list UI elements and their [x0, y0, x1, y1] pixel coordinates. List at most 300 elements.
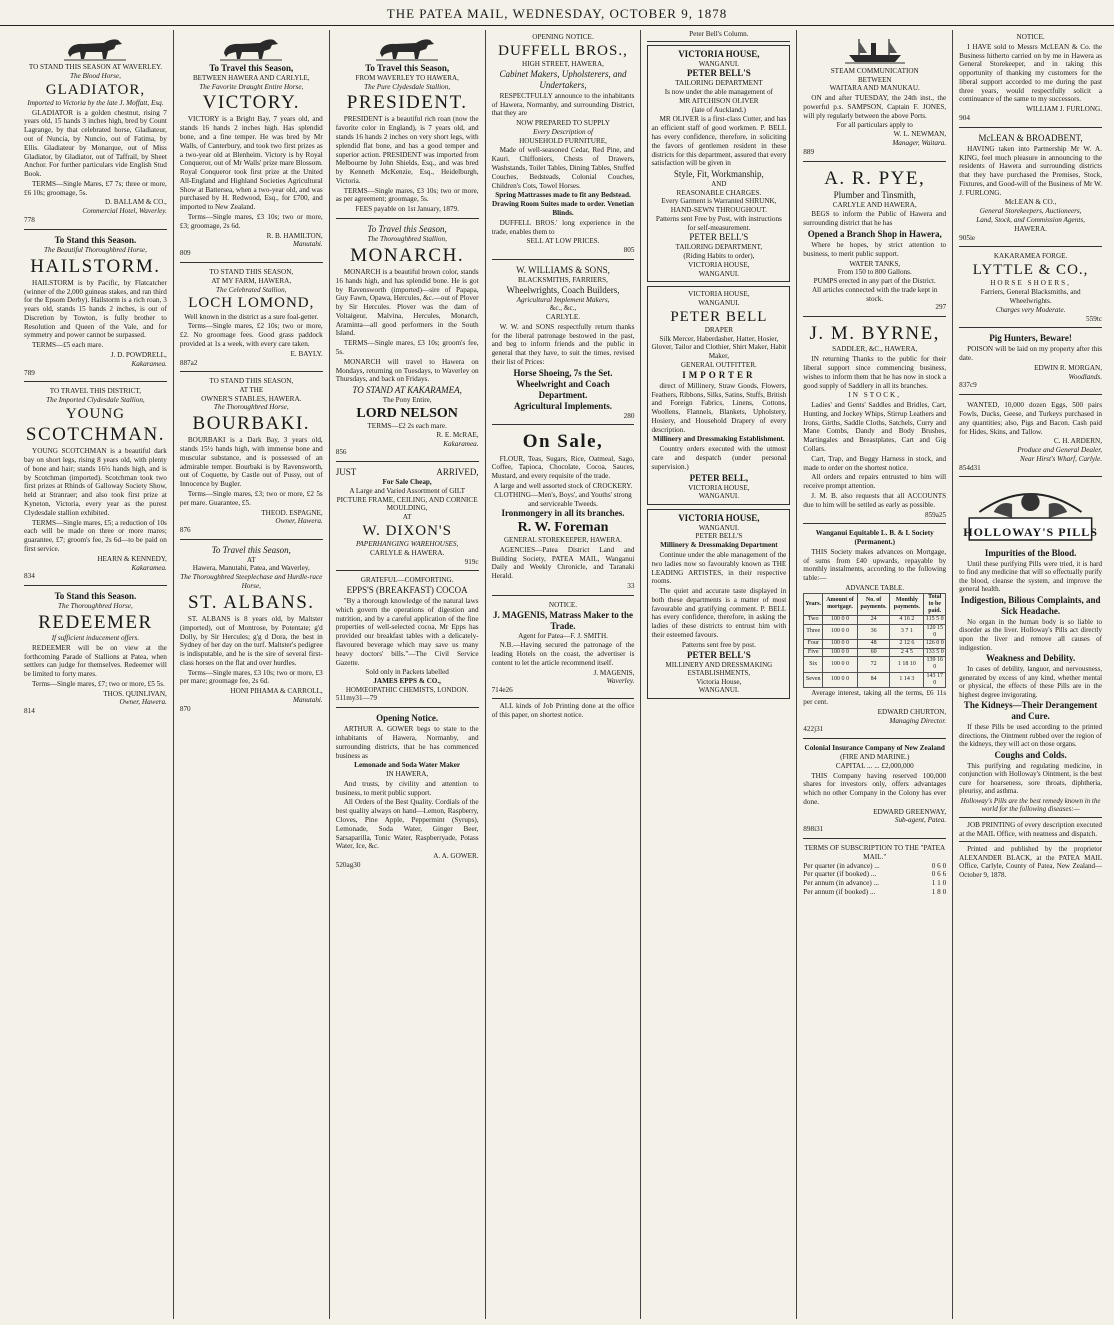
ad-subheading: AND	[711, 180, 727, 189]
table-cell: 100 0 0	[823, 657, 858, 673]
ad-number: 789	[24, 368, 35, 377]
column-6	[797, 30, 953, 1319]
ad-signature-place: Kakaramea.	[131, 563, 167, 572]
ad-number: 889	[803, 147, 815, 156]
business-name: R. W. Foreman	[517, 520, 609, 536]
ad-number: 834	[24, 572, 35, 581]
business-name: VICTORIA HOUSE,	[678, 48, 760, 59]
ad-bourbaki	[180, 374, 323, 540]
ad-heading: On Sale,	[522, 431, 604, 453]
ad-body: MONARCH is a beautiful brown color, stands 16 hands high, and has splendid bone. He is got by Ravensworth (imported)—sire of Papapa, Guy Fawn, Opawa, Hercules, &c.—out of Plover by Sir Hercules. Plover was the dam of Voltaigeur, Malvina, Hercules, Monarch, Araminta—all good performers in the South Island.	[335, 267, 479, 338]
ad-body: ON and after TUESDAY, the 24th inst., the powerful p.s. SAMPSON, Captain F. JONES, will ply regularly between the above Ports.	[803, 94, 947, 120]
table-cell: 60	[857, 648, 890, 656]
table-cell: 48	[857, 640, 890, 648]
ad-body: All Orders of the Best Quality. Cordials of the best quality always on hand—Lemon, Raspberry, Cloves, Pine Apple, Peppermint (Syrups), Lemonade, Soda Water, Ginger Beer, Sarsaparilla, Tonic Water, Raspberryade, Potass Water, Ice, &c.	[335, 798, 479, 851]
ad-signature-place: Sub-agent, Patea.	[894, 816, 947, 825]
ad-heading: NOTICE.	[1016, 33, 1045, 41]
ad-number: 809	[179, 249, 191, 258]
column-title: Peter Bell's Column.	[647, 30, 790, 42]
subscription-terms	[803, 841, 946, 901]
ad-signature: J. MAGENIS,	[593, 668, 635, 677]
ad-kakaramea-forge	[959, 249, 1102, 328]
section-heading: Coughs and Colds.	[994, 749, 1067, 760]
ad-body: PUMPS erected in any part of the District.	[813, 277, 936, 286]
ad-body: Silk Mercer, Haberdasher, Hatter, Hosier, Glover, Tailor and Clothier, Shirt Maker, Habit Maker,	[651, 334, 787, 361]
business-name: LYTTLE & CO.,	[972, 262, 1089, 279]
ad-subheading: PETER BELL'S	[686, 68, 751, 79]
column-7	[953, 30, 1108, 1319]
ad-body: Continue under the able management of the two ladies now so favourably known as THE LEADING ARTISTES, in their respective rooms.	[651, 550, 787, 586]
subscription-price: 0 6 6	[931, 870, 947, 879]
section-body: If these Pills be used according to the printed directions, the Ointment rubbed over the region of the kidneys, they will act on those organs.	[959, 723, 1103, 749]
ad-body: YOUNG SCOTCHMAN is a beautiful dark bay on short legs, rising 8 years old, with plenty of bone and hair; stands 16½ hands high, and is by Scotchman (imported). Scotchman took two first prizes at Rhinds of Galloway Society Show, held at Stranraer; and also took first prize at Kyneton, Victoria, every year as the purest Clydesdale stallion exhibited.	[24, 447, 167, 517]
subscription-row	[803, 870, 946, 879]
ad-subheading: Every Description of	[533, 127, 593, 136]
business-name: PETER BELL,	[689, 472, 749, 483]
ad-signature-place: Woodlands.	[1068, 372, 1103, 381]
ad-terms: Terms—Single mares, £3 10s; two or more, £3; groomage, 2s 6d.	[179, 213, 323, 230]
ad-draper	[647, 286, 790, 505]
section-body: Holloway's Pills are the best remedy known in the world for the following diseases:—	[960, 796, 1101, 814]
table-cell: Three	[804, 624, 823, 640]
ad-subheading: Agent for Patea—F. J. SMITH.	[518, 631, 608, 640]
ad-number: 33	[627, 582, 635, 591]
ad-body: ARTHUR A. GOWER begs to state to the inhabitants of Hawera, Normanby, and surrounding districts, that he has commenced business as	[335, 725, 479, 760]
ad-signature: J. D. POWDRELL,	[110, 350, 167, 359]
business-name: PETER BELL'S	[689, 232, 749, 243]
ad-signature: THEOD. ESPAGNE,	[261, 508, 323, 517]
ad-subheading: The Pony Entire,	[382, 396, 432, 405]
ad-body: Ladies' and Gents' Saddles and Bridles, Cart, Hunting, and Jockey Whips, Stirrup Leathers and Irons, Girths, Saddle Cloths, Satchels, Curry and Mane Combs, Dandy and Body Brushes, Martingales and Breastplates, Cart and Gig Collars.	[803, 401, 947, 454]
table-cell: 84	[857, 672, 890, 688]
subscription-row	[803, 862, 946, 871]
ad-byrne	[803, 319, 946, 524]
ad-body: ST. ALBANS is 8 years old, by Maltster (imported), out of Montrose, by Potentate; g'd Dolly, by Sir Hercules; g'g d Dora, the best in Sydney of her day on the turf. Maltster's pedigree is indisputable, and he is the sire of several first-class horses on the flat and over hurdles.	[179, 614, 323, 667]
ad-president	[336, 30, 479, 219]
ad-subheading: Opened a Branch Shop in Hawera,	[807, 229, 942, 240]
ad-furlong-notice	[959, 30, 1102, 128]
ad-number: 778	[24, 216, 35, 225]
manager-name: MR AITCHISON OLIVER	[679, 96, 759, 105]
ad-signature: R. E. McRAE,	[436, 430, 479, 439]
table-cell: 1 14 3	[890, 672, 924, 688]
ad-signature: W. L. NEWMAN,	[893, 130, 947, 139]
section-heading: The Kidneys—Their Derangement and Cure.	[963, 700, 1098, 722]
ad-signature: E. BAYLY.	[290, 349, 323, 358]
ad-body: J. M. B. also requests that all ACCOUNTS due to him will be settled as early as possible.	[803, 491, 947, 509]
subscription-price: 1 1 0	[931, 879, 947, 888]
table-row	[804, 640, 946, 648]
table-cell: 115 5 0	[924, 616, 946, 624]
ad-subheading: CLOTHING—Men's, Boys', and Youths' strong and serviceable Tweeds.	[494, 490, 632, 508]
ad-heading: To Travel this Season,	[211, 544, 291, 555]
subscription-label: Per annum (if booked) ...	[803, 887, 876, 896]
ad-signature-place: Waverley.	[606, 677, 635, 686]
ad-place: WANGANUI.	[698, 269, 739, 278]
section-body: This purifying and regulating medicine, in conjunction with Holloway's Ointment, is the best cure for hoarseness, sore throats, diphtheria, pleurisy, and asthma.	[959, 761, 1103, 796]
table-cell: 36	[857, 624, 890, 640]
ad-signature: HEARN & KENNEDY,	[97, 554, 167, 563]
ad-wanted	[959, 397, 1102, 477]
maker-name: JAMES EPPS & CO.,	[373, 677, 441, 686]
ad-heading: Wanganui Equitable L. B. & I. Society (Permanent.)	[815, 529, 934, 547]
ad-number: 905ie	[959, 233, 976, 242]
ad-subheading: The Thoroughbred Horse,	[213, 403, 289, 412]
ad-body: W. W. and SONS respectfully return thanks for the liberal patronage bestowed in the past, and beg to inform friends and the public in general that they have, to suit the times, revised their list of Prices:	[491, 322, 635, 367]
ad-heading: To Travel this Season,	[209, 63, 294, 73]
steamship-icon	[845, 35, 905, 65]
business-name: VICTORIA HOUSE,	[688, 290, 750, 299]
ad-signature-place: Owner, Hawera.	[275, 517, 323, 526]
ad-terms: Terms—Single mares, £2 10s; two or more, £2. No groomage fees. Good grass paddock provided at 1s a week, with every care taken.	[179, 322, 323, 348]
ad-subheading: If sufficient inducement offers.	[51, 633, 140, 642]
horse-icon	[372, 35, 442, 61]
ad-subheading: IN HAWERA,	[386, 770, 429, 779]
table-row	[804, 672, 946, 688]
ad-subheading: Imported to Victoria by the late J. Moffatt, Esq.	[27, 98, 164, 107]
table-cell: Five	[804, 648, 823, 656]
table-cell: 139 16 0	[924, 657, 946, 673]
ad-place: HAWERA.	[1014, 224, 1047, 233]
table-cell: 4 16 2	[890, 616, 924, 624]
ad-millinery	[647, 509, 790, 699]
product-name: EPPS'S (BREAKFAST) COCOA	[346, 585, 468, 596]
ad-subheading: Charges very Moderate.	[995, 305, 1066, 314]
ad-subheading: BETWEEN	[858, 75, 892, 84]
ad-dixon	[336, 464, 479, 571]
ad-place: WANGANUI.	[698, 298, 740, 307]
table-row	[804, 624, 946, 640]
ad-terms: TERMS—£2 2s each mare.	[367, 421, 447, 430]
table-cell: 100 0 0	[823, 624, 858, 640]
ad-body: BOURBAKI is a Dark Bay, 3 years old, stands 15½ hands high, with immense bone and muscular substance, and is possessed of an admirable temper. Bourbaki is by Ravensworth, out of Coquette, by Castle out of Pussy, out of Innocence by Bugler.	[179, 436, 323, 489]
ad-body: Where he hopes, by strict attention to business, to merit public support.	[803, 241, 947, 258]
divider	[492, 698, 635, 699]
ad-signature: R. B. HAMILTON,	[266, 231, 323, 240]
ad-terms: Terms—Single mares, £7; two or more, £5 5s.	[32, 679, 165, 688]
ad-subheading: AT MY FARM, HAWERA,	[211, 276, 292, 285]
ad-subheading: From 150 to 800 Gallons.	[837, 268, 912, 277]
ad-subheading: The Imported Clydesdale Stallion,	[46, 396, 145, 405]
ad-subheading: HORSE SHOERS,	[990, 279, 1071, 288]
ad-subheading: Cabinet Makers, Upholsterers, and Undertakers,	[499, 68, 627, 90]
ad-signature: EDWIN R. MORGAN,	[1034, 363, 1103, 372]
table-cell: 120 15 0	[924, 624, 946, 640]
ad-subheading: BETWEEN HAWERA AND CARLYLE,	[193, 73, 310, 82]
ad-number: 559tc	[1086, 314, 1103, 323]
ad-number: 511my31—79	[335, 694, 377, 703]
section-heading: Impurities of the Blood.	[984, 547, 1077, 558]
ad-subheading: Farriers, General Blacksmiths, and Wheelwrights.	[980, 288, 1081, 306]
ad-body: Is now under the able management of	[664, 88, 773, 97]
ad-body: HAILSTORM is by Pacific, by Flatcatcher (winner of the 2,000 guineas stakes, and ran third for the Epsom Derby). Hailstorm is a rich roan, 3 years old, stands 15 hands 2 inches, is out of Discretion by Towton, is fully brother to Resolution and Queen of the Vale, and for symmetry and power cannot be surpassed.	[24, 278, 167, 340]
ad-number: 805	[623, 246, 635, 255]
ad-heading: Opening Notice.	[376, 713, 439, 724]
ad-heading: To Travel this Season,	[367, 224, 447, 235]
ad-heading-right: ARRIVED,	[436, 467, 479, 478]
table-cell: 2 12 6	[890, 640, 924, 648]
ad-subheading: Agricultural Implement Makers,	[516, 295, 610, 304]
table-cell: 100 0 0	[823, 648, 858, 656]
ad-subheading: The Thoroughbred Steeplechase and Hurdle-race Horse,	[180, 573, 323, 590]
ad-epps-cocoa	[336, 573, 479, 708]
horse-icon	[216, 35, 286, 61]
ad-subheading: Ironmongery in all its branches.	[501, 508, 625, 519]
ad-number: 854d31	[959, 463, 981, 472]
ad-subheading: TAILORING DEPARTMENT,	[675, 243, 763, 252]
ad-subheading: HIGH STREET, HAWERA,	[522, 60, 604, 69]
ad-terms: TERMS—Single mares, £3 10s; groom's fee, 5s.	[335, 339, 479, 356]
horse-name: SCOTCHMAN.	[25, 424, 165, 446]
business-name: A. R. PYE,	[824, 167, 926, 189]
ad-monarch	[336, 221, 479, 462]
ad-number: 919c	[464, 557, 479, 566]
ad-body: The quiet and accurate taste displayed in both these departments is a matter of most favourable and gratifying comment. P. BELL has every confidence, therefore, in asking the ladies of these districts to entrust him with their esteemed favours.	[651, 587, 787, 639]
ad-number: 898i31	[803, 825, 824, 834]
manager-note: (late of Auckland.)	[691, 105, 746, 114]
section-heading: Weakness and Debility.	[985, 653, 1076, 664]
ad-signature-place: Commercial Hotel, Waverley.	[82, 207, 167, 216]
horse-name: MONARCH.	[350, 244, 465, 266]
horse-name: REDEEMER	[38, 611, 153, 633]
product-banner: HOLLOWAY'S PILLS	[963, 525, 1098, 540]
table-cell: Six	[804, 657, 823, 673]
masthead: THE PATEA MAIL, WEDNESDAY, OCTOBER 9, 1878	[0, 6, 1114, 26]
ad-subheading: DRAPER	[704, 325, 734, 334]
horse-icon	[60, 35, 130, 61]
ad-st-albans	[180, 542, 323, 718]
ad-signature: A. A. GOWER.	[433, 852, 479, 861]
ad-subheading: FROM WAVERLEY TO HAWERA,	[355, 73, 459, 82]
ad-body: BEGS to inform the Public of Hawera and surrounding district that he has	[803, 210, 947, 228]
ad-heading: KAKARAMEA FORGE.	[993, 252, 1068, 261]
ad-heading: TO TRAVEL THIS DISTRICT,	[49, 387, 142, 396]
ad-victory	[180, 30, 323, 263]
ad-heading: TO STAND AT KAKARAMEA,	[352, 385, 462, 396]
ad-subheading: The Blood Horse,	[69, 71, 121, 80]
ad-subheading: The Thoroughbred Horse,	[58, 602, 133, 611]
ad-subheading: Style, Fit, Workmanship,	[673, 169, 764, 180]
ad-signature-place: Manutahi.	[292, 695, 323, 704]
ad-pye	[803, 164, 946, 318]
ad-body: I HAVE sold to Messrs McLEAN & Co. the Business hitherto carried on by me in Hawera as General Storekeeper, and in taking this opportunity of thanking my customers for the liberal support accorded to me during the past three years, would respectfully solicit a continuance of the same to my successors.	[959, 42, 1103, 104]
ad-heading: Colonial Insurance Company of New Zealand	[804, 744, 945, 753]
ad-body: HAVING taken into Partnership Mr W. A. KING, feel much pleasure in announcing to the residents of Hawera and surrounding districts that they have purchased the Premises, Stock, Fixtures, and Good-will of the Business of Mr W. J. FURLONG.	[959, 144, 1103, 197]
table-cell: 143 17 0	[924, 672, 946, 688]
ad-signature-detail: Land, Stock, and Commission Agents,	[976, 216, 1085, 225]
capital-line: CAPITAL ... ... £2,000,000	[835, 761, 914, 770]
ad-signature-place: Manager, Waitara.	[892, 139, 947, 147]
ad-equitable-society	[803, 526, 946, 739]
ad-body: VICTORY is a Bright Bay, 7 years old, and stands 16 hands 2 inches high. Has splendid bone, and a fine temper. He was bred by Mr Walls, of Canterbury, and took two first prizes as a two-year old at Blenheim. Victory is by Royal Conqueror, out of Mr Walls' prize mare Blossom. Royal Conqueror took first prize at the United All-England and Highland Societies Agricultural Show at Battersea, when a two-year old, and was purchased by H. Redwood, Esq., for £700, and imported to New Zealand.	[179, 115, 323, 212]
ad-body: IN returning Thanks to the public for their liberal support since commencing business, wishes to inform them that he has now in stock a good supply of Saddlery in all its branches.	[803, 355, 947, 390]
ad-subheading: Sold only in Packets labelled	[365, 668, 449, 677]
ad-subheading: SELL AT LOW PRICES.	[526, 237, 600, 246]
ad-subheading: Plumber and Tinsmith,	[833, 189, 916, 200]
ad-body: "By a thorough knowledge of the natural laws which govern the operations of digestion and nutrition, and by a careful application of the fine properties of well-selected cocoa, Mr Epps has provided our breakfast tables with a delicately-flavoured beverage which may save us many heavy doctors' bills."—The Civil Service Gazette.	[335, 597, 479, 667]
ad-number: 814	[24, 707, 35, 716]
ad-subheading: Millinery and Dressmaking Establishment.	[653, 435, 785, 444]
table-cell: 72	[857, 657, 890, 673]
table-cell: 133 5 0	[925, 648, 944, 655]
business-name: McLEAN & BROADBENT,	[978, 132, 1083, 143]
ad-number: 714e26	[491, 686, 513, 695]
ad-number: 887a2	[179, 358, 198, 367]
ad-body: And trusts, by civility and attention to business, to merit public support.	[335, 779, 479, 797]
ad-body: FLOUR, Teas, Sugars, Rice, Oatmeal, Sago, Coffee, Tapioca, Chocolate, Cocoa, Sauces, Mustard, and every requisite of the trade.	[491, 454, 635, 481]
table-row	[804, 657, 946, 673]
ad-signature-detail: General Storekeepers, Auctioneers,	[979, 207, 1082, 216]
ad-loch-lomond	[180, 265, 323, 372]
ad-body: Average interest, taking all the terms, £6 11s per cent.	[803, 689, 947, 707]
ad-subheading: The Favorite Draught Entire Horse,	[199, 82, 304, 91]
ad-signature-place: Kakaramea.	[443, 439, 479, 448]
ad-number: 904	[959, 114, 970, 123]
ad-body: Country orders executed with the utmost care and despatch (under personal supervision.)	[651, 445, 787, 471]
column-2	[174, 30, 330, 1319]
ad-heading: To Stand this Season.	[54, 591, 137, 602]
subscription-price: 1 8 0	[931, 887, 947, 896]
ad-subheading: Millinery & Dressmaking Department	[660, 541, 778, 550]
ad-duffell	[492, 30, 635, 260]
divider	[959, 817, 1102, 818]
section-body: Until these purifying Pills were tried, it is hard to find any medicine that will so effectually purify the blood, cleanse the system, and improve the general health.	[959, 559, 1103, 594]
ad-body: Made of well-seasoned Cedar, Red Pine, and Kauri. Chiffoniers, Chests of Drawers, Washstands, Toilet Tables, Dining Tables, Stuffed Couches, Bedsteads, Colonial Couches, Children's Cots, Towel Horses.	[491, 146, 635, 190]
ad-subheading: WATER TANKS,	[849, 259, 901, 268]
ad-subheading: GENERAL STOREKEEPER, HAWERA.	[503, 536, 623, 545]
ad-gower	[336, 710, 479, 873]
subscription-label: Per quarter (in advance) ...	[803, 861, 880, 870]
ad-signature: THOS. QUINLIVAN,	[103, 689, 167, 698]
ad-heading: Pig Hunters, Beware!	[989, 333, 1072, 344]
ad-body: All articles connected with the trade kept in stock.	[811, 285, 938, 303]
divider	[959, 841, 1102, 842]
ad-place: WANGANUI.	[698, 59, 739, 68]
section-heading: Indigestion, Bilious Complaints, and Sick Headache.	[960, 594, 1101, 616]
ad-terms: TERMS—Single mares, £5; a reduction of 10s each will be made on three or more mares; guarantee, £7; groom's fee, 2s 6d—to be paid on first service.	[24, 518, 167, 553]
ad-heading: STEAM COMMUNICATION	[830, 67, 919, 75]
ad-subheading: Every Garment is Warranted SHRUNK,	[661, 197, 777, 206]
ad-signature: HONI PIHAMA & CARROLL,	[230, 687, 323, 696]
ad-body: ALL kinds of Job Printing done at the office of this paper, on shortest notice.	[491, 702, 635, 719]
horse-name: ST. ALBANS.	[188, 591, 315, 613]
ad-body: Cart, Trap, and Buggy Harness in stock, and made to order on the shortest notice.	[803, 454, 947, 472]
business-name: W. WILLIAMS & SONS,	[516, 264, 610, 275]
ad-subheading: Horse Shoeing, 7s the Set.	[513, 367, 613, 378]
ad-subheading: The Celebrated Stallion,	[216, 285, 287, 294]
ad-subheading: Lemonade and Soda Water Maker	[354, 761, 461, 770]
business-name: J. MAGENIS, Matrass Maker to the Trade.	[492, 609, 634, 631]
ad-body: direct of Millinery, Straw Goods, Flowers, Feathers, Ribbons, Silks, Satins, Stuffs, British and Foreign Fabrics, Linens, Cottons, Woollens, Flannels, Blankets, Upholstery, Hosiery, and Household Drapery of every description.	[651, 381, 787, 434]
ad-body: THIS Company having reserved 100,000 shares for investors only, offers advantages which no other Company in the Colony has ever done.	[803, 771, 947, 806]
ad-body: All orders and repairs entrusted to him will receive prompt attention.	[803, 473, 947, 491]
ad-body: For all particulars apply to	[836, 121, 913, 130]
ad-subheading: WAITARA AND MANUKAU.	[829, 84, 920, 93]
ad-gladiator	[24, 30, 167, 230]
horse-name: PRESIDENT.	[346, 92, 468, 114]
table-cell: 3 7 1	[890, 624, 924, 640]
column-1	[18, 30, 174, 1319]
table-cell: Two	[804, 616, 823, 624]
ad-heading	[336, 467, 479, 478]
ad-subheading: NOW PREPARED TO SUPPLY	[516, 119, 610, 128]
ad-body: MONARCH will travel to Hawera on Mondays, returning on Tuesdays, to Waverley on Thursdays, and back on Fridays.	[335, 357, 479, 384]
ad-terms: TERMS—Single Mares, £7 7s; three or more, £6 10s; groomage, 5s.	[24, 179, 167, 197]
ad-number: 520ag30	[335, 860, 361, 869]
table-header-cell: No. of payments.	[857, 593, 890, 616]
ad-body: MR OLIVER is a first-class Cutter, and has an efficient staff of good workmen. P. BELL has every confidence, therefore, in soliciting the favors of gentlemen resident in these districts for this department, assured that every satisfaction will be given in	[651, 115, 787, 168]
ad-heading: OPENING NOTICE.	[532, 33, 594, 41]
job-printing-notice: JOB PRINTING of every description executed at the MAIL Office, with neatness and dispatch.	[959, 820, 1103, 838]
section-body: No organ in the human body is so liable to disorder as the liver. Holloway's Pills act directly upon the liver and remove all causes of indigestion.	[959, 617, 1103, 652]
horse-name: VICTORY.	[202, 92, 300, 114]
ad-number: 422j31	[803, 725, 824, 734]
ad-pig-hunters	[959, 330, 1102, 395]
business-name: J. M. BYRNE,	[809, 323, 940, 345]
subscription-row	[803, 879, 946, 888]
ad-tailoring	[647, 45, 790, 282]
ad-number: 856	[335, 448, 347, 457]
ad-subheading: OWNER'S STABLES, HAWERA.	[201, 394, 302, 403]
table-cell: 100 0 0	[823, 672, 858, 688]
ad-place: VICTORIA HOUSE,	[688, 260, 750, 269]
ad-signature-place: Kakaramea.	[131, 359, 167, 368]
ad-body: WANTED, 10,000 dozen Eggs, 500 pairs Fowls, Ducks, Geese, and Turkeys purchased in any quantities; also, Pigs and Bacon. Cash paid for Hides, Skins, and Tallow.	[959, 401, 1103, 436]
subscription-label: Per quarter (if booked) ...	[803, 870, 877, 879]
ad-heading: TO STAND THIS SEASON,	[209, 377, 294, 386]
table-title: ADVANCE TABLE.	[845, 583, 905, 592]
ad-subheading: HOUSEHOLD FURNITURE,	[519, 136, 607, 145]
table-header-row	[804, 593, 946, 616]
ad-subheading: HAND-SEWN THROUGHOUT.	[670, 206, 768, 215]
ad-number: 297	[935, 303, 947, 312]
ad-colonial-insurance	[803, 741, 946, 839]
subscription-row	[803, 888, 946, 897]
business-name: PETER BELL'S	[695, 532, 743, 541]
ad-signature: C. H. ARDERN,	[1053, 437, 1103, 446]
ad-holloways-pills	[959, 479, 1102, 884]
table-cell: 100 0 0	[823, 640, 858, 648]
ad-heading: TO STAND THIS SEASON AT WAVERLEY.	[28, 63, 163, 71]
ad-subheading: AT	[247, 555, 256, 564]
ad-subheading: Wheelwright and Coach Department.	[516, 378, 610, 400]
ad-heading: GRATEFUL—COMFORTING.	[360, 576, 454, 585]
ad-subheading: CARLYLE AND HAWERA,	[832, 200, 917, 209]
table-header-cell: Total to be paid.	[924, 593, 946, 616]
ad-heading: TO STAND THIS SEASON,	[209, 267, 294, 276]
ad-subheading: BLACKSMITHS, FARRIERS,	[518, 275, 608, 284]
ad-signature: FEES payable on 1st January, 1879.	[355, 205, 459, 214]
business-name: DUFFELL BROS.,	[498, 42, 628, 59]
subscription-label: Per annum (in advance) ...	[803, 879, 879, 888]
table-header-cell: Years.	[804, 593, 823, 616]
ad-number: 859a25	[924, 510, 947, 519]
ad-signature: EDWARD GREENWAY,	[873, 807, 947, 816]
ad-number: 876	[179, 526, 191, 535]
ad-number: 870	[179, 704, 191, 713]
table-cell: 1 18 10	[890, 657, 924, 673]
maker-address: HOMŒOPATHIC CHEMISTS, LONDON.	[345, 685, 469, 694]
ad-subheading: TAILORING DEPARTMENT	[675, 79, 763, 88]
ad-subheading: SADDLER, &C., HAWERA,	[832, 345, 918, 354]
table-header-cell: Amount of mortgage.	[823, 593, 858, 616]
ad-subheading: AT	[402, 513, 412, 522]
ad-place: Victoria House,	[696, 677, 742, 686]
ad-signature-place: Manutahi.	[292, 240, 323, 249]
ad-subheading: The Thoroughbred Stallion,	[367, 235, 447, 244]
ad-place: WANGANUI.	[698, 686, 739, 695]
ad-subheading: Agricultural Implements.	[514, 400, 612, 411]
